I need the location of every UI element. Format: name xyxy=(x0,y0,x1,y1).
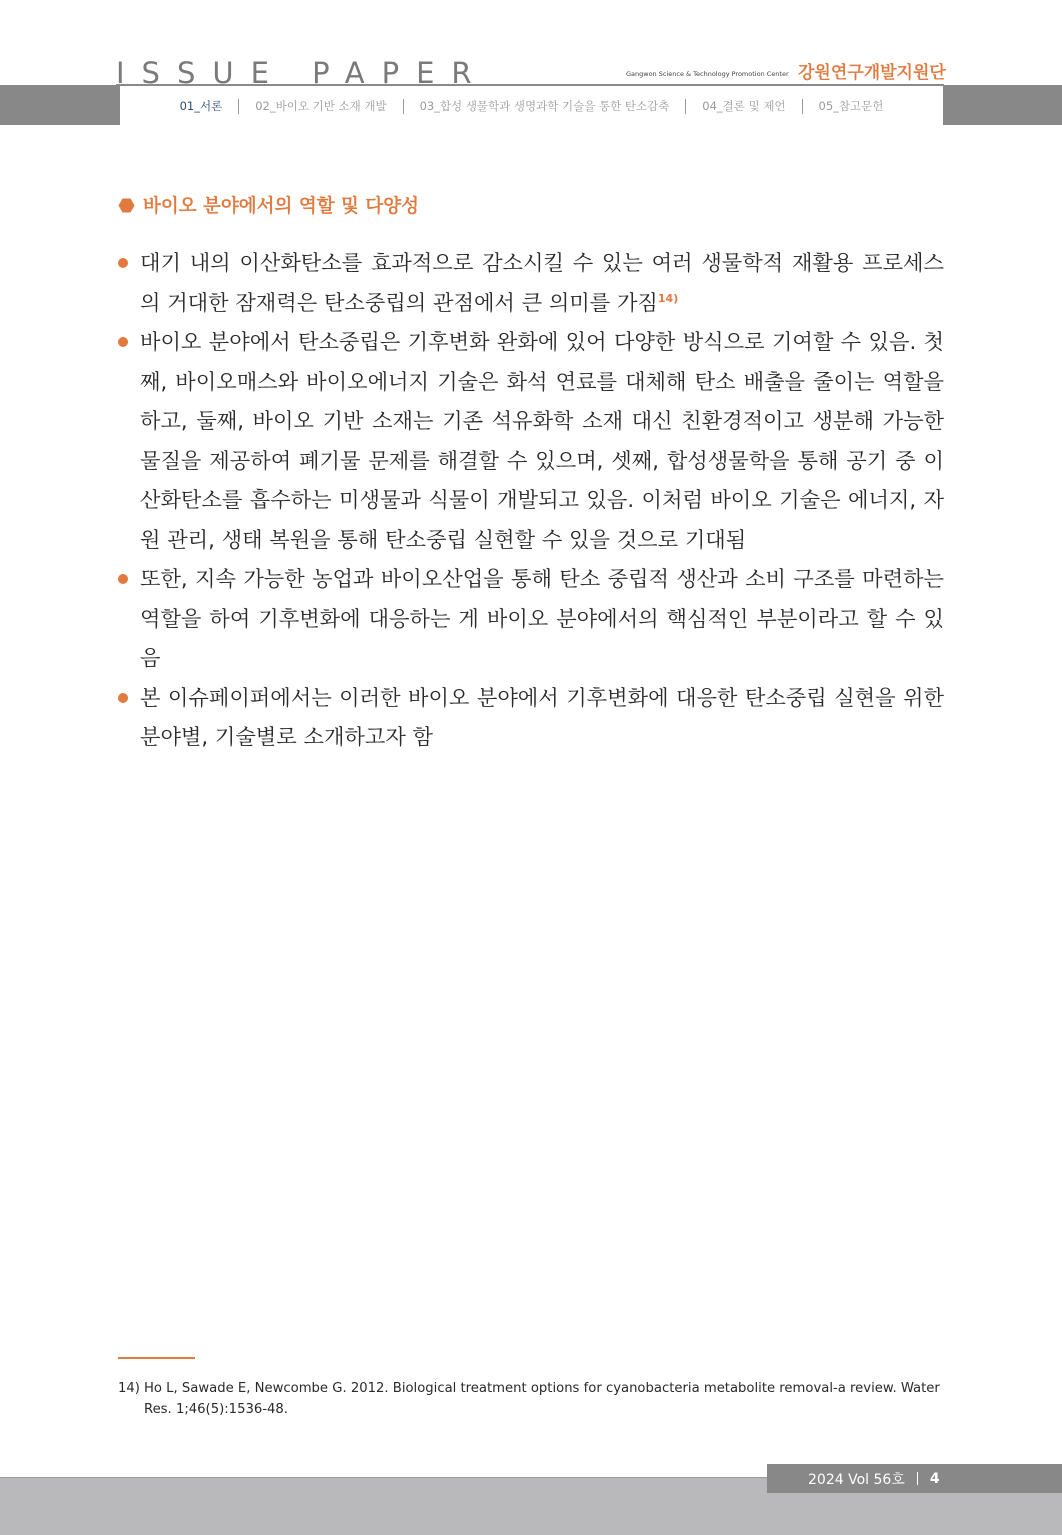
nav-item-intro[interactable]: 01_서론 xyxy=(179,99,223,113)
nav-item-references[interactable]: 05_참고문헌 xyxy=(818,99,884,113)
bullet-text: 대기 내의 이산화탄소를 효과적으로 감소시킬 수 있는 여러 생물학적 재활용 프로세스의 거대한 잠재력은 탄소중립의 관점에서 큰 의미를 가짐 xyxy=(140,250,944,315)
nav-item-conclusion[interactable]: 04_결론 및 제언 xyxy=(702,99,786,113)
header-band-right xyxy=(943,85,1062,125)
hexagon-bullet-icon xyxy=(118,197,135,214)
nav-item-synthetic-biology[interactable]: 03_합성 생물학과 생명과학 기술을 통한 탄소감축 xyxy=(419,99,670,113)
list-item xyxy=(118,559,944,678)
nav-divider xyxy=(802,99,803,114)
bullet-list xyxy=(118,243,944,757)
footnote-number: 14) xyxy=(118,1381,140,1396)
bullet-dot-icon xyxy=(118,574,128,584)
bullet-dot-icon xyxy=(118,693,128,703)
org-name-ko: 강원연구개발지원단 xyxy=(798,63,946,83)
list-item xyxy=(118,322,944,559)
bullet-text: 바이오 분야에서 탄소중립은 기후변화 완화에 있어 다양한 방식으로 기여할 수 있음. 첫째, 바이오매스와 바이오에너지 기술은 화석 연료를 대체해 탄소 배출을 줄이는 역할을 하고, 둘째, 바이오 기반 소재는 기존 석유화학 소재 대신 친환경적이고 생분해 가능한 물질을 제공하여 폐기물 문제를 해결할 수 있으며, 셋째, 합성생물학을 통해 공기 중 이산화탄소를 흡수하는 미생물과 식물이 개발되고 있음. 이처럼 바이오 기술은 에너지, 자원 관리, 생태 복원을 통해 탄소중립 실현할 수 있을 것으로 기대됨 xyxy=(140,329,944,552)
nav-divider xyxy=(238,99,239,114)
list-item xyxy=(118,243,944,322)
bullet-text: 본 이슈페이퍼에서는 이러한 바이오 분야에서 기후변화에 대응한 탄소중립 실현을 위한 분야별, 기술별로 소개하고자 함 xyxy=(140,684,944,749)
org-name-en: Gangwon Science & Technology Promotion Center xyxy=(626,70,789,78)
footnote-ref[interactable]: 14) xyxy=(657,291,679,305)
section-nav xyxy=(120,87,943,125)
bullet-dot-icon xyxy=(118,337,128,347)
section-title: 바이오 분야에서의 역할 및 다양성 xyxy=(143,196,419,217)
section-heading xyxy=(118,192,419,218)
list-item xyxy=(118,678,944,757)
issue-label: 2024 Vol 56호 xyxy=(808,1471,905,1488)
header-rule xyxy=(116,84,944,86)
footer-divider xyxy=(917,1472,918,1485)
footnote-text: Ho L, Sawade E, Newcombe G. 2012. Biological treatment options for cyanobacteria metabolite removal-a review. Water Res. 1;46(5):1536-48. xyxy=(144,1381,940,1417)
bullet-dot-icon xyxy=(118,258,128,268)
footnote-rule xyxy=(118,1357,195,1359)
nav-divider xyxy=(685,99,686,114)
nav-divider xyxy=(403,99,404,114)
footer-issue-box xyxy=(767,1464,1062,1493)
footnote xyxy=(118,1378,948,1420)
nav-item-bio-materials[interactable]: 02_바이오 기반 소재 개발 xyxy=(255,99,387,113)
bullet-text: 또한, 지속 가능한 농업과 바이오산업을 통해 탄소 중립적 생산과 소비 구조를 마련하는 역할을 하여 기후변화에 대응하는 게 바이오 분야에서의 핵심적인 부분이라고 할 수 있음 xyxy=(140,566,944,670)
header-band-left xyxy=(0,85,120,125)
page-number: 4 xyxy=(929,1470,940,1487)
issue-paper-title: ISSUE PAPER xyxy=(116,56,489,84)
